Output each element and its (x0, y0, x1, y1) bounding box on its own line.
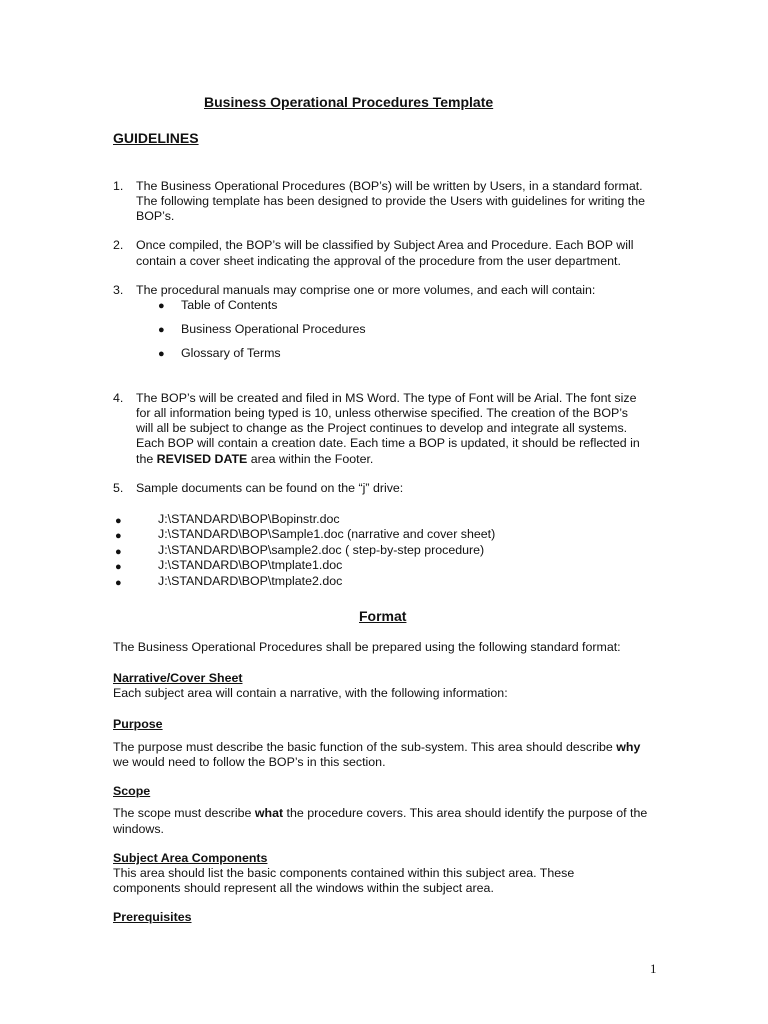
scope-heading: Scope (113, 784, 151, 798)
contents-item: Business Operational Procedures (181, 322, 366, 336)
prerequisites-heading: Prerequisites (113, 910, 192, 924)
bullet-icon: ● (115, 515, 122, 527)
item-number: 1. (113, 179, 124, 193)
scope-line: windows. (113, 822, 164, 836)
purpose-line: we would need to follow the BOP’s in this section. (113, 755, 386, 769)
item-number: 4. (113, 391, 124, 405)
narrative-text: Each subject area will contain a narrative, with the following information: (113, 686, 508, 700)
bullet-icon: ● (158, 300, 165, 312)
item-number: 5. (113, 481, 124, 495)
page-number: 1 (650, 961, 657, 976)
bullet-icon: ● (158, 348, 165, 360)
bullet-icon: ● (115, 530, 122, 542)
format-intro: The Business Operational Procedures shall be prepared using the following standard format: (113, 640, 621, 654)
sample-path: J:\STANDARD\BOP\Bopinstr.doc (158, 512, 340, 526)
sample-path: J:\STANDARD\BOP\sample2.doc ( step-by-step procedure) (158, 543, 485, 557)
item-line: the REVISED DATE area within the Footer. (136, 452, 374, 466)
purpose-heading: Purpose (113, 717, 163, 731)
bullet-icon: ● (158, 324, 165, 336)
item-number: 3. (113, 283, 124, 297)
subject-area-heading: Subject Area Components (113, 851, 268, 865)
item-line: The BOP’s will be created and filed in MS Word. The type of Font will be Arial. The font size (136, 391, 637, 405)
item-line: for all information being typed is 10, unless otherwise specified. The creation of the BOP’s (136, 406, 628, 420)
item-line: The Business Operational Procedures (BOP’s) will be written by Users, in a standard format. (136, 179, 643, 193)
item-line: BOP’s. (136, 209, 175, 223)
contents-item: Glossary of Terms (181, 346, 281, 360)
subject-area-line: components should represent all the windows within the subject area. (113, 881, 494, 895)
item-line: Sample documents can be found on the “j” drive: (136, 481, 404, 495)
item-line: Each BOP will contain a creation date. Each time a BOP is updated, it should be reflected in (136, 436, 640, 450)
revised-date-emphasis: REVISED DATE (156, 452, 248, 466)
sample-path: J:\STANDARD\BOP\tmplate1.doc (158, 558, 343, 572)
item-line: The following template has been designed to provide the Users with guidelines for writing the (136, 194, 645, 208)
item-line: contain a cover sheet indicating the approval of the procedure from the user department. (136, 254, 621, 268)
contents-item: Table of Contents (181, 298, 278, 312)
scope-line: The scope must describe what the procedure covers. This area should identify the purpose of the (113, 806, 648, 820)
bullet-icon: ● (115, 577, 122, 589)
item-number: 2. (113, 238, 124, 252)
format-heading: Format (359, 608, 407, 624)
guidelines-heading: GUIDELINES (113, 130, 199, 146)
what-emphasis: what (254, 806, 284, 820)
document-title: Business Operational Procedures Template (204, 94, 494, 110)
subject-area-line: This area should list the basic components contained within this subject area. These (113, 866, 575, 880)
bullet-icon: ● (115, 561, 122, 573)
sample-path: J:\STANDARD\BOP\Sample1.doc (narrative and cover sheet) (158, 527, 496, 541)
item-line: The procedural manuals may comprise one or more volumes, and each will contain: (136, 283, 596, 297)
narrative-heading: Narrative/Cover Sheet (113, 671, 243, 685)
bullet-icon: ● (115, 546, 122, 558)
item-line: will all be subject to change as the Project continues to develop and integrate all systems. (136, 421, 628, 435)
sample-path: J:\STANDARD\BOP\tmplate2.doc (158, 574, 343, 588)
why-emphasis: why (616, 740, 641, 754)
purpose-line: The purpose must describe the basic function of the sub-system. This area should describe why (113, 740, 641, 754)
item-line: Once compiled, the BOP’s will be classified by Subject Area and Procedure. Each BOP will (136, 238, 634, 252)
